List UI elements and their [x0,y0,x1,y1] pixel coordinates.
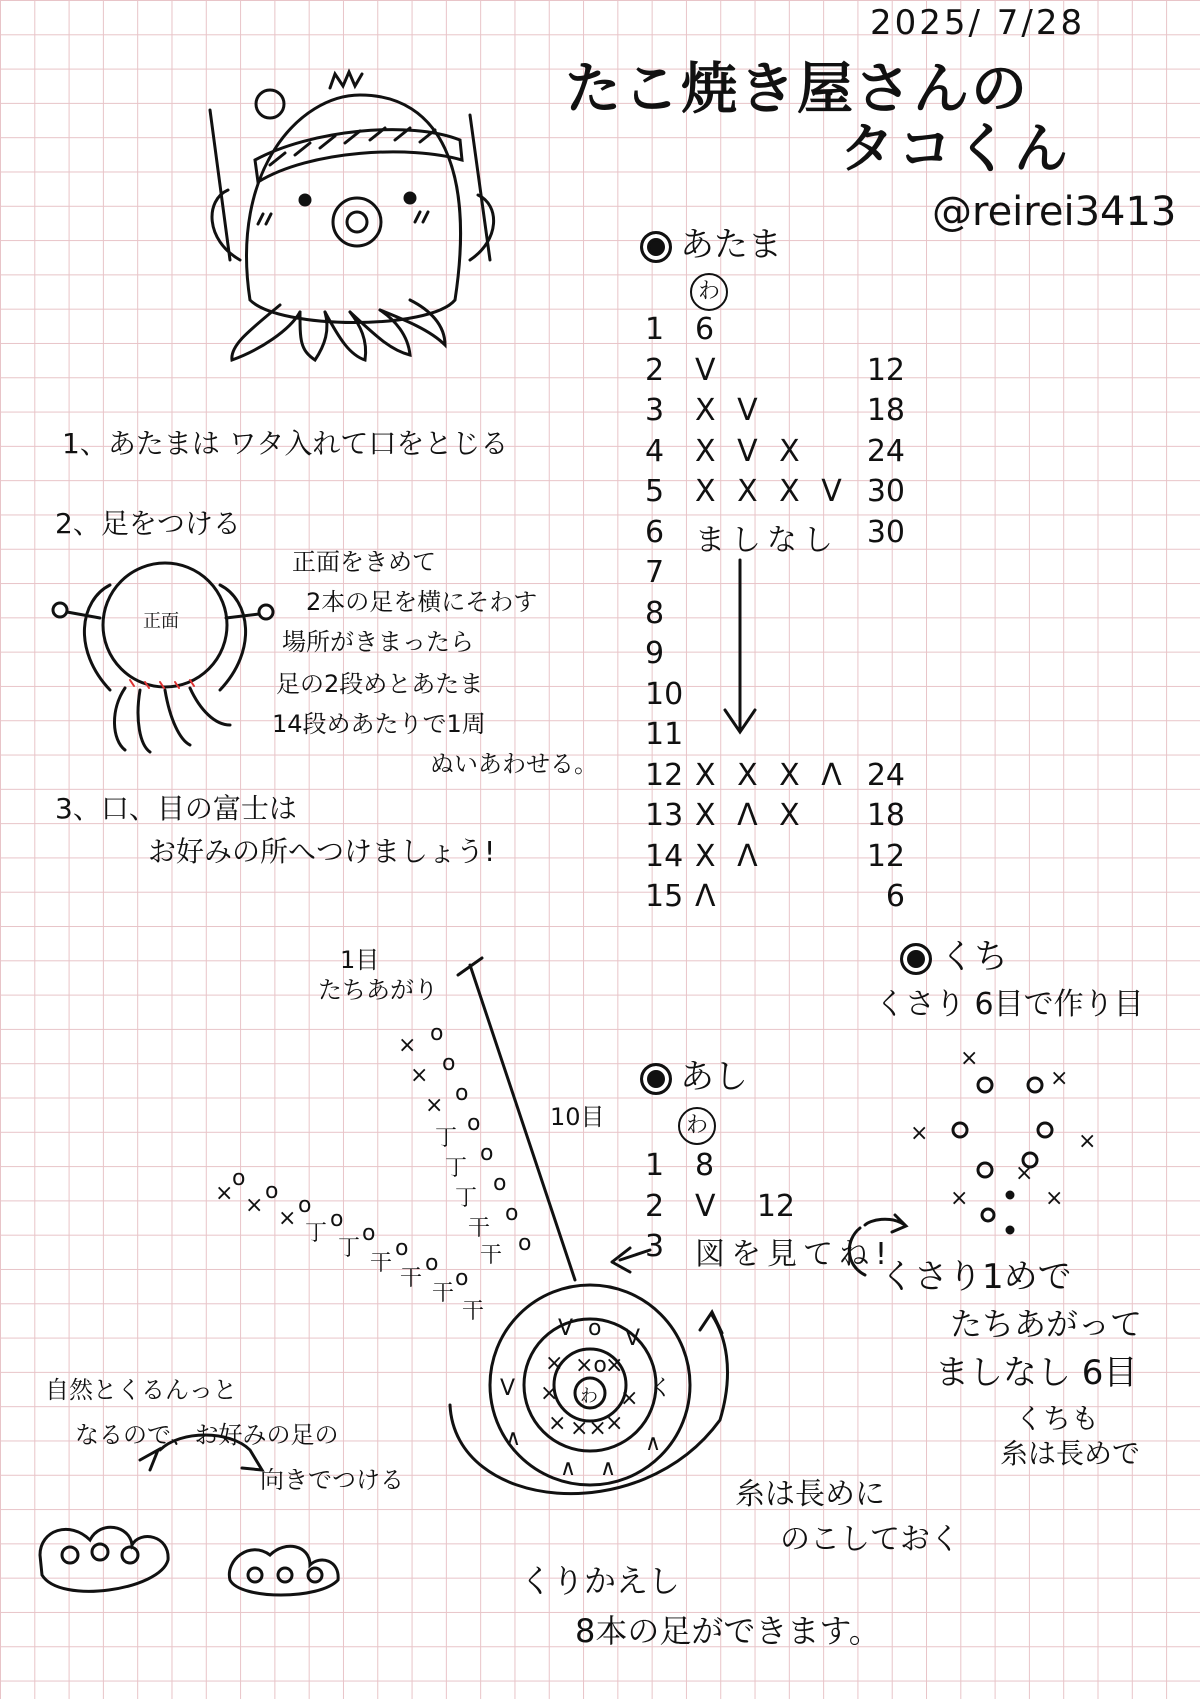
row-stitches: V [695,352,722,388]
turning-chain-label-2: たちあがり [318,976,438,1004]
mouth-note-1: くさり1めで [880,1257,1072,1297]
svg-text:干: 干 [468,1216,491,1241]
leg-attachment-diagram [53,563,273,752]
svg-text:干: 干 [480,1243,503,1268]
mouth-yarn-note-1: くちも [1015,1402,1100,1435]
leg-title-text: あし [680,1057,748,1097]
row-number: 5 [645,474,665,509]
curl-note-3: 向きでつける [260,1466,404,1494]
svg-text:o: o [442,1051,456,1076]
svg-text:×: × [548,1411,567,1436]
pattern-row [645,515,945,556]
svg-text:丁: 丁 [338,1236,361,1261]
row-number: 3 [645,393,665,428]
row-count: 18 [866,393,905,428]
svg-text:∧: ∧ [560,1456,577,1481]
row-stitches: X X X V [695,474,848,509]
pattern-row [645,839,945,880]
magic-ring-mark: わ [690,273,728,311]
front-label: 正面 [143,611,179,632]
title-line-2: タコくん [840,117,1072,180]
svg-text:o: o [362,1221,376,1246]
svg-text:o: o [395,1236,409,1261]
step-2-note-3: 場所がきまったら [282,628,474,656]
svg-text:×: × [245,1193,264,1218]
curl-note-1: 自然とくるんっと [45,1376,237,1404]
row-count: 30 [866,514,905,550]
mouth-line-1: くさり 6目で作り目 [875,987,1144,1022]
svg-text:o: o [298,1193,312,1218]
svg-text:o: o [425,1251,439,1276]
row-stitches: 図を見てね! [695,1237,894,1272]
mouth-note-3: ましなし 6目 [935,1353,1138,1393]
svg-text:o: o [265,1179,279,1204]
row-number: 4 [645,433,665,469]
svg-text:×: × [398,1033,417,1058]
svg-text:o: o [480,1141,494,1166]
mouth-note-2: たちあがって [950,1305,1143,1343]
svg-text:丁: 丁 [435,1126,458,1151]
author-handle: @reirei3413 [932,189,1177,235]
row-stitches: X X X Λ [695,757,848,793]
curl-note-2: なるので、お好みの足の [75,1421,339,1449]
svg-text:×: × [425,1093,444,1118]
magic-ring-mark: わ [678,1107,716,1145]
head-section-title [640,225,782,265]
svg-text:×: × [605,1353,624,1378]
svg-text:×: × [960,1046,979,1071]
row-number: 13 [645,798,684,833]
step-2-note-4: 足の2段めとあたま [276,670,484,698]
svg-text:∧: ∧ [505,1426,522,1451]
head-title-text: あたま [680,225,782,265]
svg-text:×: × [410,1063,429,1088]
svg-text:××: ×× [570,1416,607,1441]
svg-text:V: V [558,1316,574,1341]
svg-text:×: × [1050,1066,1069,1091]
row-number: 15 [645,879,684,914]
svg-text:o: o [455,1081,469,1106]
svg-text:干: 干 [432,1281,455,1306]
row-number: 12 [645,757,684,793]
row-count: 24 [866,433,905,469]
svg-text:×: × [215,1181,234,1206]
pattern-row [645,434,945,475]
row-stitches: Λ [695,879,722,914]
svg-text:丁: 丁 [455,1186,478,1211]
pattern-row [645,798,945,839]
pattern-row [645,758,945,799]
row-number: 8 [645,595,665,631]
row-count: 18 [866,798,905,833]
svg-text:丁: 丁 [305,1221,328,1246]
row-number: 2 [645,352,665,388]
pattern-row [645,717,945,758]
pattern-row [645,1148,945,1189]
svg-text:×o: ×o [575,1353,607,1378]
row-number: 11 [645,717,684,752]
svg-text:わ: わ [580,1386,598,1407]
svg-text:×: × [1078,1129,1097,1154]
step-3-line-1: 3、口、目の富士は [55,792,297,825]
row-number: 14 [645,838,684,874]
row-number: 1 [645,312,665,347]
row-number: 2 [645,1188,665,1224]
svg-text:×: × [950,1186,969,1211]
step-2-note-2: 2本の足を横にそわす [306,588,538,616]
pattern-row [645,596,945,637]
bullet-icon [900,943,932,975]
svg-text:×: × [605,1411,624,1436]
leg-yarn-note-2: のこしておく [780,1522,960,1557]
mouth-yarn-note-2: 糸は長めで [1000,1437,1141,1470]
ten-stitches-label: 10目 [550,1103,605,1131]
row-number: 10 [645,676,684,712]
row-stitches: X Λ [695,838,764,874]
svg-text:o: o [467,1111,481,1136]
svg-text:o: o [518,1231,532,1256]
pattern-row [645,636,945,677]
svg-text:o: o [505,1201,519,1226]
mouth-title-text: くち [940,937,1008,977]
repeat-note-2: 8本の足ができます。 [575,1612,881,1650]
row-number: 6 [645,514,665,550]
row-stitches: X V [695,393,764,428]
step-2-text: 2、足をつける [55,507,241,540]
turning-chain-label-1: 1目 [340,946,380,974]
row-number: 3 [645,1229,665,1264]
svg-text:×: × [1045,1186,1064,1211]
repeat-note-1: くりかえし [520,1562,681,1600]
row-stitches: 8 [695,1148,721,1183]
svg-text:o: o [588,1316,602,1341]
leg-yarn-note-1: 糸は長めに [735,1477,885,1512]
pattern-row [645,677,945,718]
svg-text:o: o [430,1021,444,1046]
step-2-note-1: 正面をきめて [292,548,436,576]
row-number: 1 [645,1148,665,1183]
svg-text:×: × [910,1121,929,1146]
row-count: 12 [756,1188,795,1224]
row-stitches: 6 [695,312,721,347]
date-text: 2025/ 7/28 [870,3,1086,43]
step-2-note-5: 14段めあたりで1周 [272,710,486,738]
svg-text:×: × [545,1351,564,1376]
title-line-1: たこ焼き屋さんの [565,57,1029,122]
step-2-note-6: ぬいあわせる。 [430,750,598,778]
row-number: 9 [645,636,665,671]
svg-text:く: く [650,1376,673,1401]
row-count: 12 [866,838,905,874]
head-start-mark [690,273,728,311]
svg-text:干: 干 [462,1299,485,1324]
row-stitches: V [695,1188,722,1224]
pattern-row [645,1189,945,1230]
pattern-row [645,879,945,920]
svg-text:×: × [278,1206,297,1231]
svg-text:×: × [540,1381,559,1406]
mouth-section-title [900,937,1008,977]
row-stitches: X V X [695,433,806,469]
leg-section-title [640,1057,748,1097]
svg-text:∧: ∧ [645,1431,662,1456]
bullet-icon [640,1063,672,1095]
leg-start-mark [678,1107,716,1145]
row-count: 24 [866,757,905,793]
pattern-row [645,555,945,596]
row-count: 6 [885,879,905,914]
bullet-icon [640,231,672,263]
svg-text:V: V [625,1326,641,1351]
svg-text:干: 干 [370,1251,393,1276]
svg-text:∧: ∧ [600,1456,617,1481]
row-count: 30 [866,474,905,509]
svg-text:o: o [493,1171,507,1196]
row-stitches: X Λ X [695,798,806,833]
pattern-row [645,393,945,434]
svg-text:V: V [500,1376,516,1401]
step-3-line-2: お好みの所へつけましょう! [148,835,496,868]
svg-text:o: o [330,1207,344,1232]
pattern-row [645,474,945,515]
svg-text:×: × [620,1386,639,1411]
step-1-text: 1、あたまは ワタ入れて口をとじる [62,427,509,460]
row-count: 12 [866,352,905,388]
svg-text:o: o [232,1166,246,1191]
row-number: 7 [645,555,665,590]
svg-text:o: o [455,1266,469,1291]
svg-text:丁: 丁 [445,1156,468,1181]
svg-text:×: × [1015,1161,1034,1186]
row-stitches: ましなし [695,522,839,558]
pattern-row [645,1229,945,1270]
pattern-row [645,312,945,353]
svg-text:干: 干 [400,1266,423,1291]
octopus-character-illustration [210,72,494,360]
pattern-row [645,353,945,394]
